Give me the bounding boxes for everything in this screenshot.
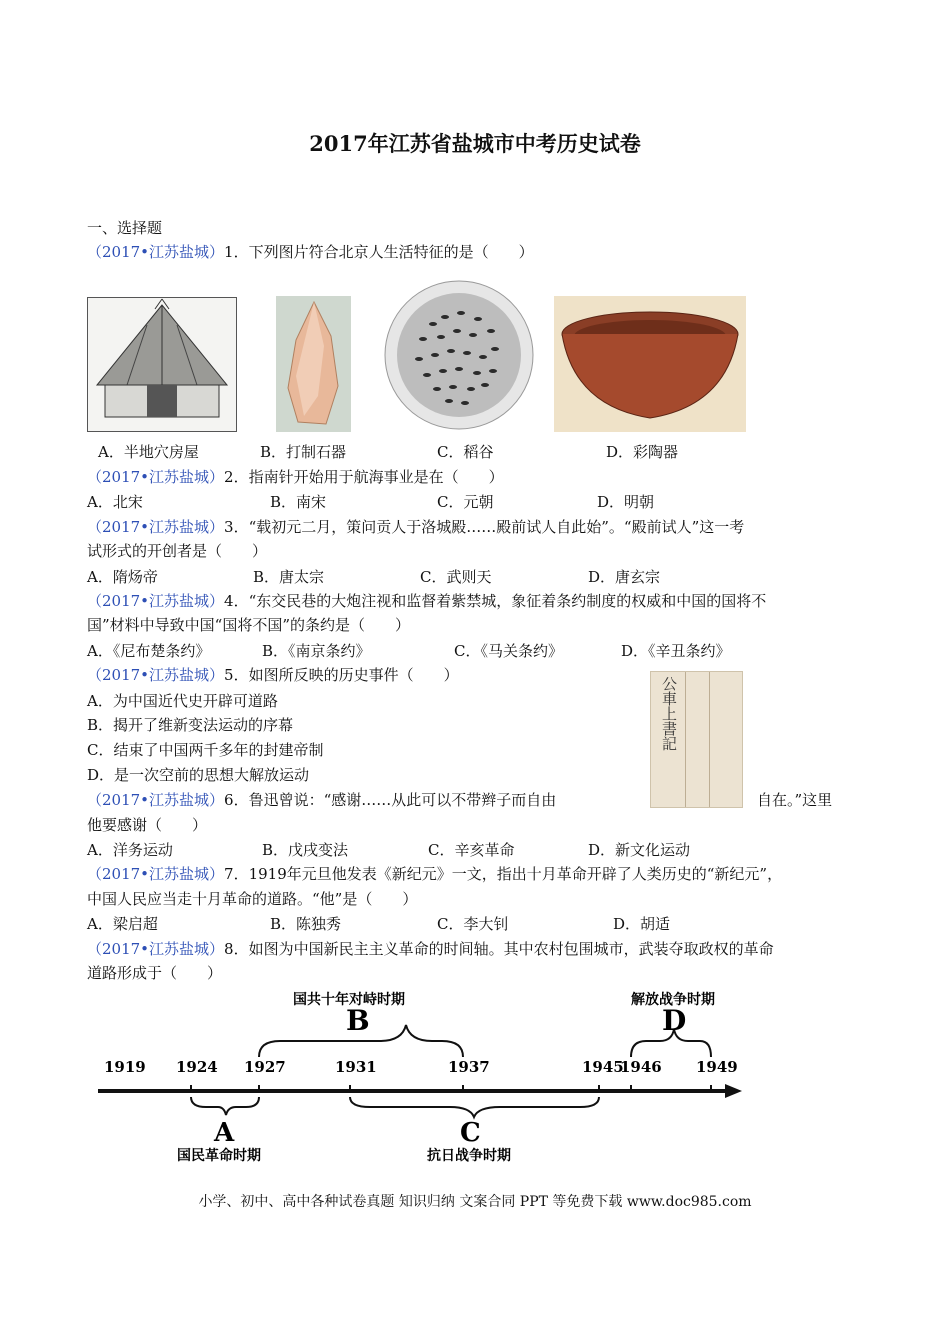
period-label-a: 国民革命时期 <box>177 1148 261 1164</box>
question-7-continued: 中国人民应当走十月革命的道路。“他”是（ ） <box>87 890 418 908</box>
painted-pottery-picture <box>554 296 746 432</box>
revolution-timeline <box>80 985 760 1170</box>
q4-option-c: C．《马关条约》 <box>454 642 563 660</box>
question-8 <box>87 938 774 960</box>
q7-option-c: C．李大钊 <box>437 915 509 933</box>
q7-option-d: D．胡适 <box>613 915 671 933</box>
question-source: （2017•江苏盐城） <box>87 592 225 610</box>
q3-option-d: D．唐玄宗 <box>588 568 661 586</box>
question-text: 5．如图所反映的历史事件（ ） <box>224 666 459 684</box>
year-label: 1945 <box>582 1058 624 1076</box>
q3-option-a: A．隋炀帝 <box>87 568 158 586</box>
q7-option-b: B．陈独秀 <box>270 915 342 933</box>
q1-option-a: A．半地穴房屋 <box>98 443 199 461</box>
question-2 <box>87 466 504 488</box>
q5-option-c: C．结束了中国两千多年的封建帝制 <box>87 741 324 759</box>
question-6-continued: 他要感谢（ ） <box>87 816 208 834</box>
q4-option-d: D．《辛丑条约》 <box>621 642 731 660</box>
q5-option-a: A．为中国近代史开辟可道路 <box>87 692 278 710</box>
page-footer: 小学、初中、高中各种试卷真题 知识归纳 文案合同 PPT 等免费下载 www.doc985.com <box>198 1194 752 1210</box>
question-4 <box>87 590 766 612</box>
timeline-arrow <box>725 1084 742 1098</box>
question-source: （2017•江苏盐城） <box>87 791 225 809</box>
brace-c <box>350 1097 599 1117</box>
question-text: 7．1919年元旦他发表《新纪元》一文，指出十月革命开辟了人类历史的“新纪元”， <box>224 865 783 883</box>
q3-option-c: C．武则天 <box>420 568 492 586</box>
q6-option-d: D．新文化运动 <box>588 841 691 859</box>
q2-option-b: B．南宋 <box>270 493 327 511</box>
rice-grains-picture <box>383 279 535 431</box>
question-5 <box>87 664 459 686</box>
q2-option-a: A．北宋 <box>87 493 143 511</box>
question-source: （2017•江苏盐城） <box>87 518 225 536</box>
q1-option-d: D．彩陶器 <box>606 443 679 461</box>
q1-option-b: B．打制石器 <box>260 443 347 461</box>
question-source: （2017•江苏盐城） <box>87 940 225 958</box>
stone-tool-picture <box>276 296 351 432</box>
section-heading: 一、选择题 <box>87 219 163 237</box>
q6-option-a: A．洋务运动 <box>87 841 173 859</box>
question-7 <box>87 863 782 885</box>
q6-option-c: C．辛亥革命 <box>428 841 515 859</box>
question-text: 3．“载初元二月，策问贡人于洛城殿……殿前试人自此始”。“殿前试人”这一考 <box>224 518 745 536</box>
q2-option-d: D．明朝 <box>597 493 655 511</box>
period-label-d: 解放战争时期 <box>631 992 715 1008</box>
question-8-continued: 道路形成于（ ） <box>87 964 223 982</box>
question-text: 4．“东交民巷的大炮注视和监督着紫禁城，象征着条约制度的权威和中国的国将不 <box>224 592 767 610</box>
question-text: 6．鲁迅曾说：“感谢……从此可以不带辫子而自由 <box>224 791 557 809</box>
question-3 <box>87 516 744 538</box>
memorial-book-picture <box>650 671 743 808</box>
q1-option-c: C．稻谷 <box>437 443 494 461</box>
q5-option-d: D．是一次空前的思想大解放运动 <box>87 766 310 784</box>
year-label: 1949 <box>696 1058 738 1076</box>
question-source: （2017•江苏盐城） <box>87 666 225 684</box>
semi-pit-house-picture <box>87 297 237 432</box>
q6-option-b: B．戊戌变法 <box>262 841 349 859</box>
brace-a <box>191 1097 259 1115</box>
year-label: 1937 <box>448 1058 490 1076</box>
question-text: 8．如图为中国新民主主义革命的时间轴。其中农村包围城市，武装夺取政权的革命 <box>224 940 774 958</box>
question-text: 1．下列图片符合北京人生活特征的是（ ） <box>224 243 534 261</box>
period-label-c: 抗日战争时期 <box>427 1148 511 1164</box>
q4-option-a: A．《尼布楚条约》 <box>87 642 211 660</box>
period-letter-c: C <box>460 1118 481 1148</box>
question-6 <box>87 789 556 811</box>
question-source: （2017•江苏盐城） <box>87 865 225 883</box>
question-1 <box>87 241 534 263</box>
period-letter-b: B <box>346 1004 370 1037</box>
q4-option-b: B．《南京条约》 <box>262 642 371 660</box>
q5-option-b: B．揭开了维新变法运动的序幕 <box>87 716 294 734</box>
year-label: 1931 <box>335 1058 377 1076</box>
question-6-tail: 自在。”这里 <box>757 791 833 809</box>
question-3-continued: 试形式的开创者是（ ） <box>87 542 268 560</box>
page-title: 2017年江苏省盐城市中考历史试卷 <box>309 131 641 156</box>
question-text: 2．指南针开始用于航海事业是在（ ） <box>224 468 504 486</box>
question-4-continued: 国”材料中导致中国“国将不国”的条约是（ ） <box>87 616 411 634</box>
period-label-b: 国共十年对峙时期 <box>293 992 405 1008</box>
year-label: 1946 <box>620 1058 662 1076</box>
book-title: 公車上書記 <box>660 676 678 751</box>
period-letter-a: A <box>214 1118 235 1148</box>
q7-option-a: A．梁启超 <box>87 915 158 933</box>
question-source: （2017•江苏盐城） <box>87 468 225 486</box>
year-label: 1927 <box>244 1058 286 1076</box>
question-source: （2017•江苏盐城） <box>87 243 225 261</box>
year-label: 1919 <box>104 1058 146 1076</box>
year-label: 1924 <box>176 1058 218 1076</box>
period-letter-d: D <box>662 1004 687 1037</box>
q2-option-c: C．元朝 <box>437 493 494 511</box>
q3-option-b: B．唐太宗 <box>253 568 325 586</box>
